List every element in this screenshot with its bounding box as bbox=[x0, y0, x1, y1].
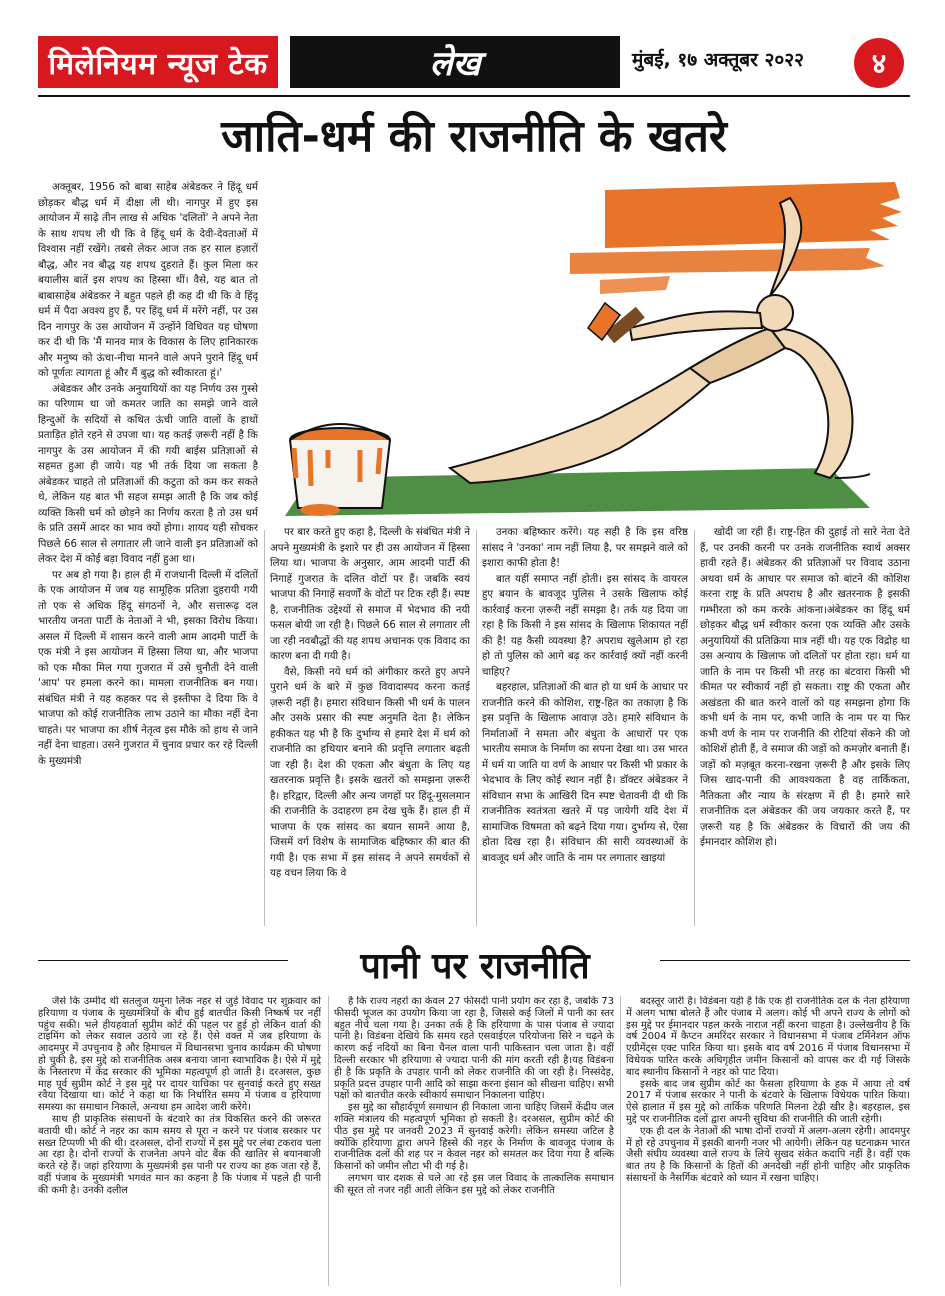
paragraph: पर अब हो गया है। हाल ही में राजधानी दिल्ली में दलितों के एक आयोजन में जब यह सामूहिक प्रतिज्ञा दुहरायी गयी तो एक से अधिक हिंदू संगठनों ने, और सत्तारूढ़ दल भारतीय जनता पार्टी के नेताओं ने भी, इसका विरोध किया। असल में दिल्ली में शासन करने वाली आम आदमी पार्टी के एक मंत्री ने इस आयोजन में हिस्सा लिया था, और भाजपा को एक मौका मिल गया गुजरात में उसे चुनौती देने वाली 'आप' पर हमला करने का। मामला राजनीतिक बन गया। संबंधित मंत्री ने यह कहकर पद से इस्तीफा दे दिया कि वे भाजपा को कोई राजनीतिक लाभ उठाने का मौका नहीं देना चाहते। पर भाजपा का शीर्ष नेतृत्व इस मौके को हाथ से जाने नहीं देना चाहता। उसने गुजरात में चुनाव प्रचार कर रहे दिल्ली के मुख्यमंत्री bbox=[38, 569, 258, 767]
paragraph: अक्तूबर, 1956 को बाबा साहेब अंबेडकर ने हिंदू धर्म छोड़कर बौद्ध धर्म में दीक्षा ली थी। नागपुर में हुए इस आयोजन में साढ़े तीन लाख से अधिक 'दलितों' ने अपने नेता के साथ शपथ ली थी कि वे हिंदू धर्म के देवी-देवताओं में विश्वास नहीं रखेंगे। तबसे लेकर आज तक हर साल हज़ारों बौद्ध, और नव बौद्ध यह शपथ दुहराते हैं। कुल मिला कर बयालीस बातें इस शपथ का हिस्सा थीं। वैसे, यह बात तो बाबासाहेब अंबेडकर ने बहुत पहले ही कह दी थी कि वे हिंदू धर्म में पैदा अवश्य हुए हैं, पर हिंदू धर्म में मरेंगे नहीं, पर उस दिन नागपुर के उस आयोजन में उन्होंने विधिवत यह घोषणा कर दी थी कि 'मैं मानव मात्र के विकास के लिए हानिकारक और मनुष्य को ऊंचा-नीचा मानने वाले अपने पुराने हिंदू धर्म को पूर्णतः त्यागता हूं और मैं बुद्ध को स्वीकारता हूं।' bbox=[38, 182, 258, 379]
article2-column-3 bbox=[626, 996, 910, 1286]
paragraph: इस मुद्दे का सौहार्दपूर्ण समाधान ही निकाला जाना चाहिए जिसमें केंद्रीय जल शक्ति मंत्रालय की महत्वपूर्ण भूमिका हो सकती है। दरअसल, सुप्रीम कोर्ट की पीठ इस मुद्दे पर जनवरी 2023 में सुनवाई करेगी। लेकिन समस्या जटिल है क्योंकि हरियाणा द्वारा अपने हिस्से की नहर के निर्माण के बावजूद पंजाब के राजनीतिक दलों की शह पर न केवल नहर को समतल कर दिया गया है बल्कि किसानों को जमीन लौटा भी दी गई है। bbox=[334, 1102, 614, 1173]
paragraph: पर बार करते हुए कहा है, दिल्ली के संबंधित मंत्री ने अपने मुख्यमंत्री के इशारे पर ही उस आयोजन में हिस्सा लिया था। भाजपा के अनुसार, आम आदमी पार्टी की निगाहें गुजरात के दलित वोटों पर हैं। जबकि स्वयं भाजपा की निगाहें सवर्णों के वोटों पर टिक रही हैं। स्पष्ट है, राजनीतिक उद्देश्यों से समाज में भेदभाव की नयी फसल बोयी जा रही है। पिछले 66 साल से लगातार ली जा रही नवबौद्धों की यह शपथ अचानक एक विवाद का कारण बना दी गयी है। bbox=[270, 527, 470, 662]
masthead: मिलेनियम न्यूज टेक bbox=[38, 36, 278, 88]
paragraph: बदस्तूर जारी है। विडंबना यही है कि एक ही राजनीतिक दल के नेता हरियाणा में अलग भाषा बोलते हैं और पंजाब में अलग। कोई भी अपने राज्य के लोगों को इस मुद्दे पर ईमानदार पहल करके नाराज नहीं करना चाहता है। उल्लेखनीय है कि वर्ष 2004 में कैप्टन अमरिंदर सरकार ने विधानसभा में पंजाब टर्मिनेशन ऑफ एग्रीमेंट्स एक्ट पारित किया था। इसके बाद वर्ष 2016 में पंजाब विधानसभा में विधेयक पारित करके अधिगृहीत जमीन किसानों को वापस कर दी गई जिसके बाद स्थानीय किसानों ने नहर को पाट दिया। bbox=[626, 996, 910, 1078]
headline-water-politics: पानी पर राजनीति bbox=[360, 946, 590, 987]
paragraph: बात यहीं समाप्त नहीं होती। इस सांसद के वायरल हुए बयान के बावजूद पुलिस ने उसके खिलाफ कोई कार्रवाई करना ज़रूरी नहीं समझा है। तर्क यह दिया जा रहा है कि किसी ने इस सांसद के खिलाफ शिकायत नहीं की है! यह कैसी व्यवस्था है? अपराध खुलेआम हो रहा हो तो पुलिस को आगे बढ़ कर कार्रवाई क्यों नहीं करनी चाहिए? bbox=[482, 573, 688, 678]
headline-rule-right bbox=[660, 960, 910, 961]
column-divider bbox=[264, 530, 265, 926]
article2-column-1 bbox=[38, 996, 321, 1286]
paragraph: उनका बहिष्कार करेंगे। यह सही है कि इस वरिष्ठ सांसद ने 'उनका' नाम नहीं लिया है, पर समझने वाले को इशारा काफी होता है! bbox=[482, 527, 688, 569]
article1-column-1 bbox=[38, 180, 258, 926]
section-label: लेख bbox=[290, 36, 620, 88]
paragraph: है कि राज्य नहरों का केवल 27 फीसदी पानी प्रयोग कर रहा है, जबकि 73 फीसदी भूजल का उपयोग किया जा रहा है, जिससे कई जिलों में पानी का स्तर बहुत नीचे चला गया है। उनका तर्क है कि हरियाणा के पास पंजाब से ज्यादा पानी है। विडंबना देखिये कि समय रहते एसवाईएल परियोजना सिरे न चढ़ने के कारण कई नदियों का बिना चैनल वाला पानी पाकिस्तान चला जाता है। वहीं दिल्ली सरकार भी हरियाणा से ज्यादा पानी की मांग करती रही है।यह विडंबना ही है कि प्रकृति के उपहार पानी को लेकर राजनीति की जा रही है। निस्संदेह, प्रकृति प्रदत्त उपहार पानी आदि को साझा करना इंसान को सीखना चाहिए। सभी पक्षों को बातचीत करके स्वीकार्य समाधान निकालना चाहिए। bbox=[334, 996, 614, 1102]
header-rule bbox=[38, 95, 910, 97]
illustration-yoga-painter bbox=[270, 178, 910, 518]
headline-rule-left bbox=[38, 960, 288, 961]
paragraph: इसके बाद जब सुप्रीम कोर्ट का फैसला हरियाणा के हक में आया तो वर्ष 2017 में पंजाब सरकार ने पानी के बंटवारे के खिलाफ विधेयक पारित किया। ऐसे हालात में इस मुद्दे को तार्किक परिणति मिलना टेढ़ी खीर है। बहरहाल, इस मुद्दे पर राजनीतिक दलों द्वारा अपनी सुविधा की राजनीति की जाती रहेगी। bbox=[626, 1078, 910, 1125]
paragraph: लगभग चार दशक से चले आ रहे इस जल विवाद के तात्कालिक समाधान की सूरत तो नजर नहीं आती लेकिन इस मुद्दे को लेकर राजनीति bbox=[334, 1172, 614, 1196]
page-number: ४ bbox=[854, 38, 904, 88]
article2-column-2 bbox=[334, 996, 614, 1286]
column-divider bbox=[328, 996, 329, 1286]
headline-caste-religion: जाति-धर्म की राजनीति के खतरे bbox=[221, 111, 727, 162]
paragraph: अंबेडकर और उनके अनुयायियों का यह निर्णय उस गुस्से का परिणाम था जो कमतर जाति का समझे जाने वाले हिन्दुओं के सदियों से कथित ऊंची जाति वालों के हाथों प्रताड़ित होते रहने से उपजा था। यह कतई ज़रूरी नहीं है कि नागपुर के उस आयोजन में की गयी बाईस प्रतिज्ञाओं से सहमत हुआ ही जाये। यह भी तर्क दिया जा सकता है अंबेडकर चाहते तो प्रतिज्ञाओं की कटुता को कम कर सकते थे, लेकिन यह बात भी सहज समझ आती है कि जब कोई व्यक्ति किसी धर्म को छोड़ने का निर्णय करता है तो उस धर्म के प्रति उसमें आदर का भाव क्यों होगा। शायद यही सोचकर पिछले 66 साल से लगातार ली जाने वाली इन प्रतिज्ञाओं को लेकर देश में कोई बड़ा विवाद नहीं हुआ था। bbox=[38, 383, 258, 565]
paragraph: साथ ही प्राकृतिक संसाधनों के बंटवारे का तंत्र विकसित करने की जरूरत बतायी थी। कोर्ट ने नहर का काम समय से पूरा न करने पर पंजाब सरकार पर सख्त टिप्पणी भी की थी। दरअसल, दोनों राज्यों में इस मुद्दे पर लंबा टकराव चला आ रहा है। दोनों राज्यों के राजनेता अपने वोट बैंक की खातिर से बयानबाजी करते रहे हैं। जहां हरियाणा के मुख्यमंत्री इस पानी पर राज्य का हक जता रहे हैं, वहीं पंजाब के मुख्यमंत्री भगवंत मान का कहना है कि पंजाब में पहले ही पानी की कमी है। उनकी दलील bbox=[38, 1113, 321, 1196]
article1-column-4 bbox=[700, 525, 910, 925]
article1-column-2 bbox=[270, 525, 470, 925]
paragraph: जैसे कि उम्मीद थी सतलुज यमुना लिंक नहर से जुड़े विवाद पर शुक्रवार को हरियाणा व पंजाब के मुख्यमंत्रियों के बीच हुई बातचीत किसी निष्कर्ष पर नहीं पहुंच सकी। भले हीयहवार्ता सुप्रीम कोर्ट की पहल पर हुई हो लेकिन वार्ता की टाइमिंग को लेकर सवाल उठाये जा रहे हैं। ऐसे वक्त में जब हरियाणा के आदमपुर में उपचुनाव है और हिमाचल में विधानसभा चुनाव कार्यक्रम की घोषणा हो चुकी है, इस मुद्दे को राजनीतिक अस्त्र बनाया जाना स्वाभाविक है। ऐसे में मुद्दे के निस्तारण में केंद्र सरकार की भूमिका महत्वपूर्ण हो जाती है। दरअसल, कुछ माह पूर्व सुप्रीम कोर्ट ने इस मुद्दे पर दायर याचिका पर सुनवाई करते हुए सख्त रवैया दिखाया था। कोर्ट ने कहा था कि निर्धारित समय में पंजाब व हरियाणा समस्या का समाधान निकालें, अन्यथा हम आदेश जारी करेंगे। bbox=[38, 996, 321, 1114]
column-divider bbox=[694, 530, 695, 926]
illustration-svg bbox=[270, 178, 910, 518]
paragraph: वैसे, किसी नये धर्म को अंगीकार करते हुए अपने पुराने धर्म के बारे में कुछ विवादास्पद करना कतई ज़रूरी नहीं है। हमारा संविधान किसी भी धर्म के पालन और उसके प्रसार की स्पष्ट अनुमति देता है। लेकिन हकीकत यह भी है कि दुर्भाग्य से हमारे देश में धर्म को राजनीति का हथियार बनाने की प्रवृत्ति लगातार बढ़ती जा रही है। देश की एकता और बंधुता के लिए यह खतरनाक प्रवृत्ति है। इसके खतरों को समझना ज़रूरी है। हरिद्वार, दिल्ली और अन्य जगहों पर हिंदू-मुसलमान की राजनीति के उदाहरण हम देख चुके हैं। हाल ही में भाजपा के एक सांसद का बयान सामने आया है, जिसमें वर्ग विशेष के सामाजिक बहिष्कार की बात की गयी है। एक सभा में इस सांसद ने अपने समर्थकों से यह वचन लिया कि वे bbox=[270, 666, 470, 879]
paragraph: खोदी जा रही हैं। राष्ट्र-हित की दुहाई तो सारे नेता देते हैं, पर उनकी करनी पर उनके राजनीतिक स्वार्थ अक्सर हावी रहते हैं। अंबेडकर की प्रतिज्ञाओं पर विवाद उठाना अथवा धर्म के आधार पर समाज को बांटने की कोशिश करना राष्ट्र के प्रति अपराध है और खतरनाक है इसकी गम्भीरता को कम करके आंकना।अंबेडकर का हिंदू धर्म छोड़कर बौद्ध धर्म स्वीकार करना एक व्यक्ति और उसके अनुयायियों की प्रतिक्रिया मात्र नहीं थी। यह एक विद्रोह था उस अन्याय के खिलाफ जो दलितों पर होता रहा। धर्म या जाति के नाम पर किसी भी तरह का बंटवारा किसी भी कीमत पर स्वीकार्य नहीं हो सकता। राष्ट्र की एकता और अखंडता की बात करने वालों को यह समझना होगा कि कभी धर्म के नाम पर, कभी जाति के नाम पर या फिर कभी वर्ण के नाम पर राजनीति की रोटियां सेंकने की जो कोशिशें होती हैं, वे समाज की जड़ों को कमज़ोर बनाती हैं। जड़ों को मज़बूत करना-रखना ज़रूरी है और इसके लिए जिस खाद-पानी की आवश्यकता है वह तार्किकता, नैतिकता और न्याय के संरक्षण में ही है। हमारे सारे राजनीतिक दल अंबेडकर की जय जयकार करते हैं, पर ज़रूरी यह है कि अंबेडकर के विचारों की जय की ईमानदार कोशिश हो। bbox=[700, 527, 910, 848]
dateline: मुंबई, १७ अक्तूबर २०२२ bbox=[632, 49, 805, 71]
column-divider bbox=[620, 996, 621, 1286]
article1-column-3 bbox=[482, 525, 688, 925]
column-divider bbox=[476, 530, 477, 926]
paragraph: एक ही दल के नेताओं की भाषा दोनों राज्यों में अलग-अलग रहेगी। आदमपुर में हो रहे उपचुनाव में इसकी बानगी नजर भी आयेगी। लेकिन यह घटनाक्रम भारत जैसी संघीय व्यवस्था वाले राज्य के लिये सुखद संकेत कदापि नहीं है। वहीं एक बात तय है कि किसानों के हितों की अनदेखी नहीं होनी चाहिए और प्राकृतिक संसाधनों के नैसर्गिक बंटवारे को ध्यान में रखना चाहिए। bbox=[626, 1125, 910, 1184]
paragraph: बहरहाल, प्रतिज्ञाओं की बात हो या धर्म के आधार पर राजनीति करने की कोशिश, राष्ट्र-हित का तकाज़ा है कि इस प्रवृत्ति के खिलाफ आवाज़ उठे। हमारे संविधान के निर्माताओं ने समता और बंधुता के आधारों पर एक भारतीय समाज के निर्माण का सपना देखा था। उस भारत में धर्म या जाति या वर्ण के आधार पर किसी भी प्रकार के भेदभाव के लिए कोई स्थान नहीं है। डॉक्टर अंबेडकर ने संविधान सभा के आखिरी दिन स्पष्ट चेतावनी दी थी कि राजनीतिक स्वतंत्रता खतरे में पड़ जायेगी यदि देश में सामाजिक विषमता को बढ़ने दिया गया। दुर्भाग्य से, ऐसा होता दिख रहा है। संविधान की सारी व्यवस्थाओं के बावजूद धर्म और जाति के नाम पर लगातार खाइयां bbox=[482, 682, 688, 864]
